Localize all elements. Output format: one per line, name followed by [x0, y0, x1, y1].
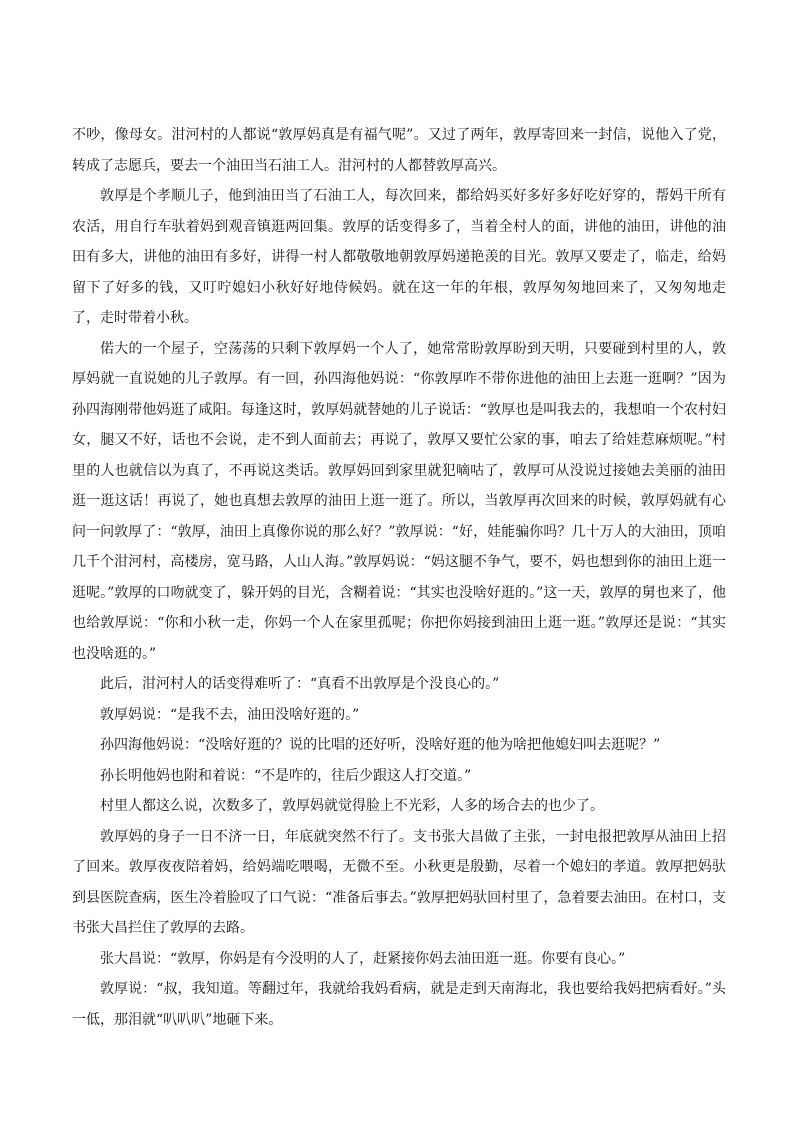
paragraph: 敦厚妈的身子一日不济一日，年底就突然不行了。支书张大昌做了主张，一封电报把敦厚从油田上招了回来。敦厚夜夜陪着妈，给妈端吃喂喝，无微不至。小秋更是殷勤，尽着一个媳妇的孝道。敦厚把妈驮到县医院查病，医生冷着脸叹了口气说：“准备后事去。”敦厚把妈驮回村里了，急着要去油田。在村口，支书张大昌拦住了敦厚的去路。 [72, 828, 726, 936]
paragraph: 敦厚是个孝顺儿子，他到油田当了石油工人，每次回来，都给妈买好多好多好吃好穿的，帮妈干所有农活，用自行车驮着妈到观音镇逛两回集。敦厚的话变得多了，当着全村人的面，讲他的油田，讲他的油田有多大，讲他的油田有多好，讲得一村人都敬敬地朝敦厚妈递艳羡的目光。敦厚又要走了，临走，给妈留下了好多的钱，又叮咛媳妇小秋好好地侍候妈。就在这一年的年根，敦厚匆匆地回来了，又匆匆地走了，走时带着小秋。 [72, 188, 726, 326]
paragraph: 不吵，像母女。泔河村的人都说“敦厚妈真是有福气呢”。又过了两年，敦厚寄回来一封信，说他入了党，转成了志愿兵，要去一个油田当石油工人。泔河村的人都替敦厚高兴。 [72, 127, 726, 174]
paragraph: 孙四海他妈说：“没啥好逛的？说的比唱的还好听，没啥好逛的他为啥把他媳妇叫去逛呢？” [100, 737, 661, 753]
paragraph: 此后，泔河村人的话变得难听了：“真看不出敦厚是个没良心的。” [100, 676, 500, 692]
document-body [72, 120, 726, 1035]
paragraph: 张大昌说：“敦厚，你妈是有今没明的人了，赶紧接你妈去油田逛一逛。你要有良心。” [100, 950, 626, 967]
paragraph: 偌大的一个屋子，空荡荡的只剩下敦厚妈一个人了，她常常盼敦厚盼到天明，只要碰到村里的人，敦厚妈就一直说她的儿子敦厚。有一回，孙四海他妈说：“你敦厚咋不带你进他的油田上去逛一逛啊？”因为孙四海刚带他妈逛了咸阳。每逢这时，敦厚妈就替她的儿子说话：“敦厚也是叫我去的，我想咱一个农村妇女，腿又不好，话也不会说，走不到人面前去；再说了，敦厚又要忙公家的事，咱去了给娃惹麻烦呢。”村里的人也就信以为真了，不再说这类话。敦厚妈回到家里就犯嘀咕了，敦厚可从没说过接她去美丽的油田逛一逛这话！再说了，她也真想去敦厚的油田上逛一逛了。所以，当敦厚再次回来的时候，敦厚妈就有心问一问敦厚了：“敦厚，油田上真像你说的那么好？”敦厚说：“好，娃能骗你吗？几十万人的大油田，顶咱几千个泔河村，高楼房，宽马路，人山人海。”敦厚妈说：“妈这腿不争气，要不，妈也想到你的油田上逛一逛呢。”敦厚的口吻就变了，躲开妈的目光，含糊着说：“其实也没啥好逛的。”这一天，敦厚的舅也来了，他也给敦厚说：“你和小秋一走，你妈一个人在家里孤呢；你把你妈接到油田上逛一逛。”敦厚还是说：“其实也没啥逛的。” [72, 340, 726, 662]
paragraph: 孙长明他妈也附和着说：“不是咋的，往后少跟这人打交道。” [100, 767, 472, 784]
paragraph: 敦厚说：“叔，我知道。等翻过年，我就给我妈看病，就是走到天南海北，我也要给我妈把病看好。”头一低，那泪就“叭叭叭”地砸下来。 [72, 981, 726, 1028]
paragraph: 村里人都这么说，次数多了，敦厚妈就觉得脸上不光彩，人多的场合去的也少了。 [100, 798, 604, 814]
paragraph: 敦厚妈说：“是我不去，油田没啥好逛的。” [100, 706, 360, 723]
